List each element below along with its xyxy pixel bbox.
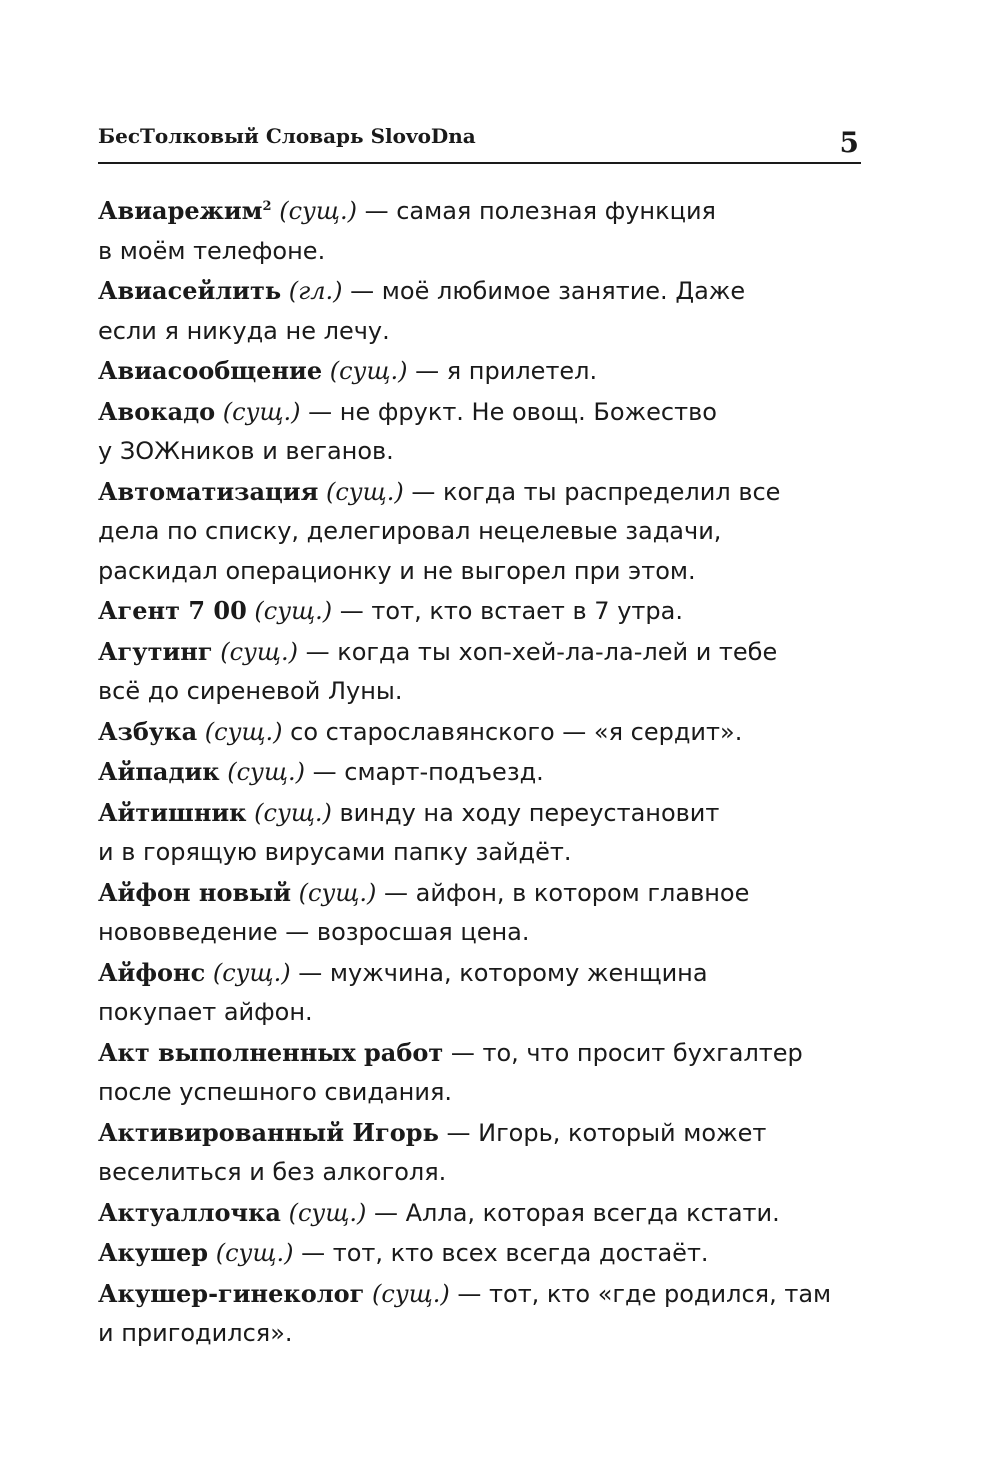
dictionary-entry (98, 632, 861, 712)
dictionary-entry (98, 191, 861, 271)
entry-pos: (сущ.) (215, 1239, 294, 1267)
entry-pos: (сущ.) (325, 477, 404, 506)
entry-definition: — айфон, в котором главное (376, 878, 750, 907)
entry-definition: — Игорь, который может (438, 1118, 767, 1147)
entry-term: Азбука (98, 716, 198, 746)
dictionary-entry (98, 793, 861, 873)
entry-definition-cont: и в горящую вирусами папку зайдёт. (98, 838, 572, 866)
entry-definition-cont: у ЗОЖников и веганов. (98, 437, 394, 465)
entry-definition-cont: дела по списку, делегировал нецелевые задачи, (98, 517, 722, 545)
entry-term: Айтишник (98, 797, 247, 827)
footnote-mark: 2 (262, 199, 272, 214)
entry-definition: — тот, кто встает в 7 утра. (332, 597, 683, 625)
dictionary-entry (98, 953, 861, 1033)
entry-definition: — Алла, которая всегда кстати. (366, 1198, 780, 1227)
entry-pos: (сущ.) (372, 1279, 450, 1308)
entry-definition-cont: покупает айфон. (98, 998, 313, 1026)
entry-term: Авокадо (98, 396, 216, 426)
entry-term: Акт выполненных работ (98, 1037, 444, 1067)
entry-term: Айпадик (98, 757, 220, 786)
entry-definition-cont: нововведение — возросшая цена. (98, 918, 530, 946)
entry-pos: (сущ.) (254, 597, 333, 625)
dictionary-entry (98, 1033, 861, 1113)
dictionary-entry (98, 351, 861, 392)
running-title: БесТолковый Словарь SlovoDna (98, 124, 476, 148)
entry-definition: — смарт-подъезд. (304, 758, 544, 786)
entry-pos: (сущ.) (212, 958, 291, 987)
entry-pos: (сущ.) (298, 878, 377, 907)
entry-term: Авиарежим (98, 196, 263, 225)
entry-term: Актуаллочка (98, 1197, 281, 1227)
entry-term: Акушер (98, 1238, 209, 1267)
entry-definition-cont: всё до сиреневой Луны. (98, 677, 403, 705)
entry-definition: — тот, кто всех всегда достаёт. (293, 1239, 709, 1267)
entry-pos: (сущ.) (288, 1198, 367, 1227)
entry-term: Автоматизация (98, 476, 319, 506)
entry-term: Агент 7 00 (98, 596, 247, 625)
page-number: 5 (839, 126, 859, 159)
entry-definition: — не фрукт. Не овощ. Божество (300, 397, 717, 426)
dictionary-entry (98, 1274, 861, 1354)
dictionary-entry (98, 752, 861, 793)
entry-term: Агутинг (98, 636, 213, 666)
entry-pos: (сущ.) (329, 357, 408, 385)
entry-term: Айфонс (98, 957, 206, 987)
dictionary-entry (98, 1233, 861, 1274)
entry-definition-cont: после успешного свидания. (98, 1078, 453, 1106)
entry-definition: — моё любимое занятие. Даже (342, 277, 746, 305)
entry-pos: (сущ.) (204, 717, 283, 746)
entry-definition: — тот, кто «где родился, там (449, 1279, 832, 1308)
dictionary-entry (98, 591, 861, 632)
entry-definition-cont: раскидал операционку и не выгорел при этом. (98, 556, 696, 585)
dictionary-entry (98, 1193, 861, 1234)
dictionary-entry (98, 392, 861, 472)
entry-definition: винду на ходу переустановит (331, 798, 720, 827)
entry-pos: (сущ.) (279, 197, 357, 225)
dictionary-entry (98, 1113, 861, 1193)
entry-definition: — мужчина, которому женщина (290, 958, 708, 987)
entry-pos: (сущ.) (227, 758, 305, 786)
dictionary-entry (98, 472, 861, 592)
entry-definition: — самая полезная функция (356, 197, 716, 225)
dictionary-entries (98, 191, 861, 1354)
entry-definition: — когда ты распределил все (403, 477, 781, 506)
dictionary-entry (98, 712, 861, 753)
entry-definition: — то, что просит бухгалтер (443, 1038, 803, 1067)
entry-definition-cont: веселиться и без алкоголя. (98, 1158, 447, 1186)
entry-definition: со старославянского — «я сердит». (282, 717, 743, 746)
entry-definition: — я прилетел. (407, 357, 598, 385)
entry-pos: (сущ.) (222, 397, 301, 426)
entry-term: Активированный Игорь (98, 1117, 439, 1147)
entry-term: Акушер-гинеколог (98, 1278, 365, 1308)
entry-term: Айфон новый (98, 877, 292, 907)
dictionary-entry (98, 271, 861, 351)
entry-definition: — когда ты хоп-хей-ла-ла-лей и тебе (297, 637, 778, 666)
entry-pos: (гл.) (288, 277, 343, 305)
page-header (98, 118, 861, 164)
entry-pos: (сущ.) (254, 798, 332, 827)
entry-definition-cont: в моём телефоне. (98, 236, 326, 265)
entry-definition-cont: и пригодился». (98, 1319, 293, 1347)
entry-term: Авиасообщение (98, 356, 323, 385)
book-page (98, 0, 861, 1468)
entry-term: Авиасейлить (98, 276, 282, 305)
entry-definition-cont: если я никуда не лечу. (98, 316, 390, 345)
dictionary-entry (98, 873, 861, 953)
entry-pos: (сущ.) (220, 637, 298, 666)
